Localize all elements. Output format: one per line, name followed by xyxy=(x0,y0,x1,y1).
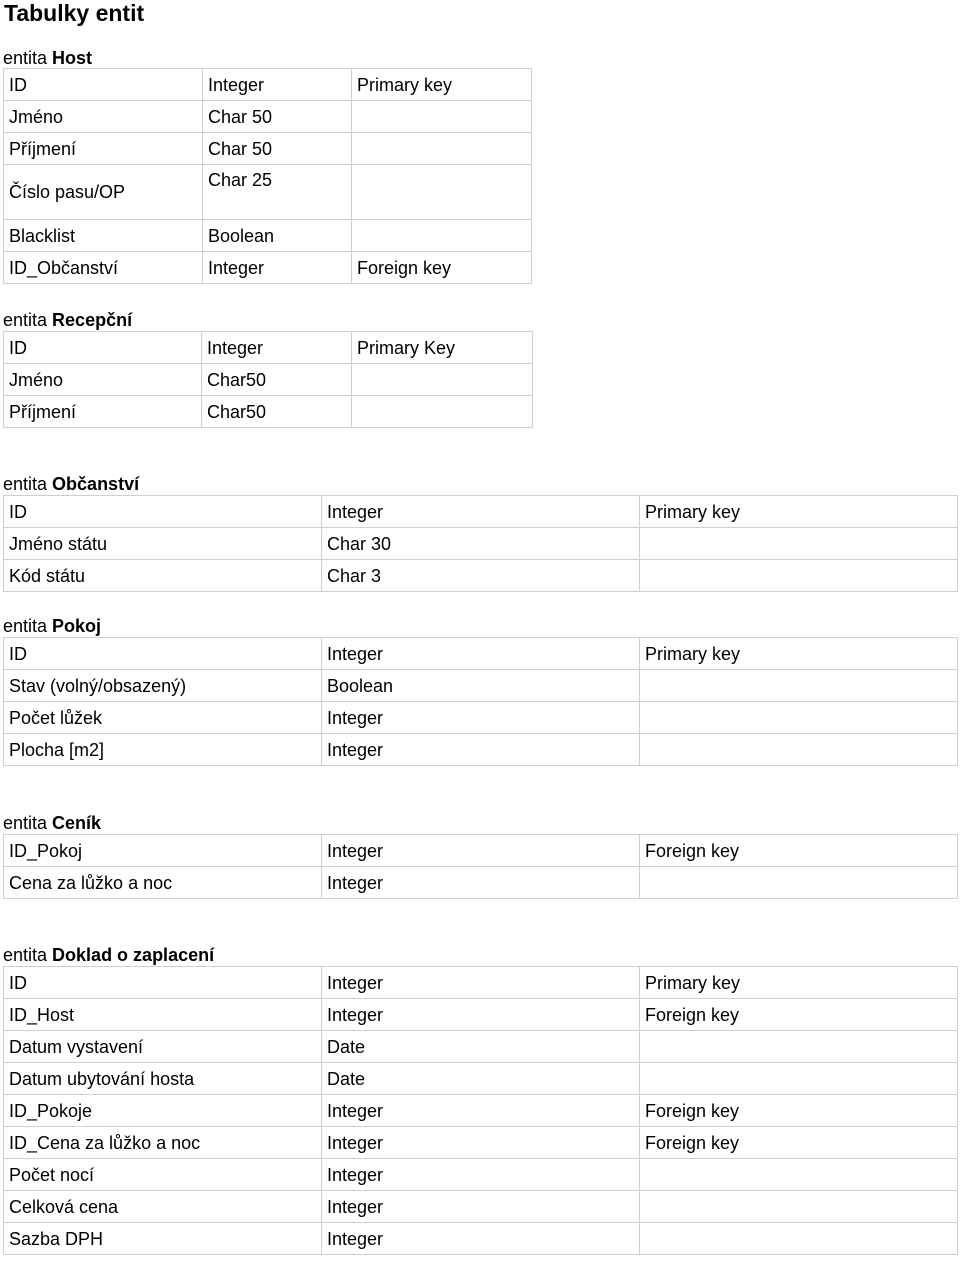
entity-heading xyxy=(3,48,92,68)
key-cell xyxy=(640,1223,958,1255)
data-type-cell: Integer xyxy=(322,638,640,670)
attribute-name-cell: ID_Cena za lůžko a noc xyxy=(4,1127,322,1159)
table-row xyxy=(4,1031,958,1063)
key-cell: Foreign key xyxy=(640,835,958,867)
key-cell: Foreign key xyxy=(352,252,532,284)
data-type-cell: Char 50 xyxy=(203,133,352,165)
key-cell: Primary key xyxy=(640,638,958,670)
key-cell xyxy=(352,220,532,252)
table-row xyxy=(4,1127,958,1159)
data-type-cell: Integer xyxy=(322,1159,640,1191)
entity-table xyxy=(3,637,958,766)
data-type-cell: Date xyxy=(322,1063,640,1095)
data-type-cell: Integer xyxy=(322,1191,640,1223)
attribute-name-cell: Datum vystavení xyxy=(4,1031,322,1063)
table-row xyxy=(4,1063,958,1095)
entity-prefix: entita xyxy=(3,813,53,833)
data-type-cell: Char 30 xyxy=(322,528,640,560)
table-row xyxy=(4,638,958,670)
entity-name: Občanství xyxy=(52,474,140,494)
attribute-name-cell: Počet lůžek xyxy=(4,702,322,734)
data-type-cell: Date xyxy=(322,1031,640,1063)
table-row xyxy=(4,967,958,999)
key-cell xyxy=(352,396,533,428)
data-type-cell: Integer xyxy=(203,69,352,101)
key-cell: Primary key xyxy=(352,69,532,101)
table-row xyxy=(4,867,958,899)
data-type-cell: Char50 xyxy=(202,396,352,428)
attribute-name-cell: Kód státu xyxy=(4,560,322,592)
attribute-name-cell: Příjmení xyxy=(4,133,203,165)
attribute-name-cell: Počet nocí xyxy=(4,1159,322,1191)
entity-heading xyxy=(3,945,214,965)
entity-name: Host xyxy=(52,48,93,68)
data-type-cell: Integer xyxy=(322,734,640,766)
entity-prefix: entita xyxy=(3,945,53,965)
data-type-cell: Boolean xyxy=(322,670,640,702)
table-row xyxy=(4,220,532,252)
key-cell: Primary key xyxy=(640,496,958,528)
entity-name: Pokoj xyxy=(52,616,102,636)
attribute-name-cell: Plocha [m2] xyxy=(4,734,322,766)
entity-prefix: entita xyxy=(3,310,53,330)
key-cell xyxy=(640,867,958,899)
key-cell: Foreign key xyxy=(640,1127,958,1159)
data-type-cell: Char50 xyxy=(202,364,352,396)
attribute-name-cell: ID_Pokoj xyxy=(4,835,322,867)
key-cell xyxy=(352,101,532,133)
attribute-name-cell: Stav (volný/obsazený) xyxy=(4,670,322,702)
attribute-name-cell: Cena za lůžko a noc xyxy=(4,867,322,899)
table-row xyxy=(4,101,532,133)
data-type-cell: Integer xyxy=(322,835,640,867)
entity-table xyxy=(3,331,533,428)
attribute-name-cell: ID xyxy=(4,638,322,670)
entity-table xyxy=(3,966,958,1255)
table-row xyxy=(4,560,958,592)
key-cell: Foreign key xyxy=(640,1095,958,1127)
data-type-cell: Integer xyxy=(322,867,640,899)
key-cell xyxy=(352,364,533,396)
key-cell xyxy=(640,528,958,560)
table-row xyxy=(4,734,958,766)
data-type-cell: Integer xyxy=(322,999,640,1031)
key-cell xyxy=(640,1159,958,1191)
table-row xyxy=(4,133,532,165)
attribute-name-cell: Datum ubytování hosta xyxy=(4,1063,322,1095)
table-row xyxy=(4,496,958,528)
entity-name: Recepční xyxy=(52,310,133,330)
entity-heading xyxy=(3,310,132,330)
data-type-cell: Integer xyxy=(322,496,640,528)
attribute-name-cell: Sazba DPH xyxy=(4,1223,322,1255)
attribute-name-cell: ID_Občanství xyxy=(4,252,203,284)
entity-table xyxy=(3,834,958,899)
attribute-name-cell: ID xyxy=(4,332,202,364)
page-title: Tabulky entit xyxy=(4,0,145,26)
data-type-cell: Integer xyxy=(322,702,640,734)
key-cell xyxy=(640,560,958,592)
attribute-name-cell: ID_Host xyxy=(4,999,322,1031)
key-cell xyxy=(640,734,958,766)
table-row xyxy=(4,252,532,284)
attribute-name-cell: Blacklist xyxy=(4,220,203,252)
entity-prefix: entita xyxy=(3,474,53,494)
attribute-name-cell: ID xyxy=(4,69,203,101)
data-type-cell: Integer xyxy=(203,252,352,284)
attribute-name-cell: ID xyxy=(4,496,322,528)
table-row xyxy=(4,69,532,101)
key-cell xyxy=(640,702,958,734)
key-cell xyxy=(640,1063,958,1095)
entity-prefix: entita xyxy=(3,48,53,68)
table-row xyxy=(4,670,958,702)
data-type-cell: Integer xyxy=(322,1223,640,1255)
data-type-cell: Boolean xyxy=(203,220,352,252)
key-cell xyxy=(640,1191,958,1223)
key-cell: Primary Key xyxy=(352,332,533,364)
data-type-cell: Integer xyxy=(322,967,640,999)
data-type-cell: Char 25 xyxy=(203,165,352,220)
table-row xyxy=(4,1159,958,1191)
key-cell xyxy=(352,133,532,165)
entity-name: Doklad o zaplacení xyxy=(52,945,215,965)
attribute-name-cell: Jméno státu xyxy=(4,528,322,560)
key-cell: Primary key xyxy=(640,967,958,999)
entity-heading xyxy=(3,813,101,833)
table-row xyxy=(4,702,958,734)
entity-table xyxy=(3,495,958,592)
table-row xyxy=(4,1095,958,1127)
entity-heading xyxy=(3,616,101,636)
data-type-cell: Char 3 xyxy=(322,560,640,592)
entity-heading xyxy=(3,474,139,494)
table-row xyxy=(4,528,958,560)
entity-prefix: entita xyxy=(3,616,53,636)
attribute-name-cell: ID_Pokoje xyxy=(4,1095,322,1127)
key-cell xyxy=(640,670,958,702)
table-row xyxy=(4,364,533,396)
table-row xyxy=(4,1191,958,1223)
data-type-cell: Integer xyxy=(322,1127,640,1159)
attribute-name-cell: Celková cena xyxy=(4,1191,322,1223)
attribute-name-cell: Příjmení xyxy=(4,396,202,428)
data-type-cell: Integer xyxy=(322,1095,640,1127)
attribute-name-cell: Jméno xyxy=(4,364,202,396)
table-row xyxy=(4,396,533,428)
key-cell xyxy=(352,165,532,220)
table-row xyxy=(4,332,533,364)
table-row xyxy=(4,835,958,867)
attribute-name-cell: Jméno xyxy=(4,101,203,133)
table-row xyxy=(4,165,532,220)
table-row xyxy=(4,1223,958,1255)
entity-table xyxy=(3,68,532,284)
attribute-name-cell: Číslo pasu/OP xyxy=(4,165,203,220)
data-type-cell: Char 50 xyxy=(203,101,352,133)
key-cell xyxy=(640,1031,958,1063)
key-cell: Foreign key xyxy=(640,999,958,1031)
attribute-name-cell: ID xyxy=(4,967,322,999)
data-type-cell: Integer xyxy=(202,332,352,364)
entity-name: Ceník xyxy=(52,813,102,833)
table-row xyxy=(4,999,958,1031)
